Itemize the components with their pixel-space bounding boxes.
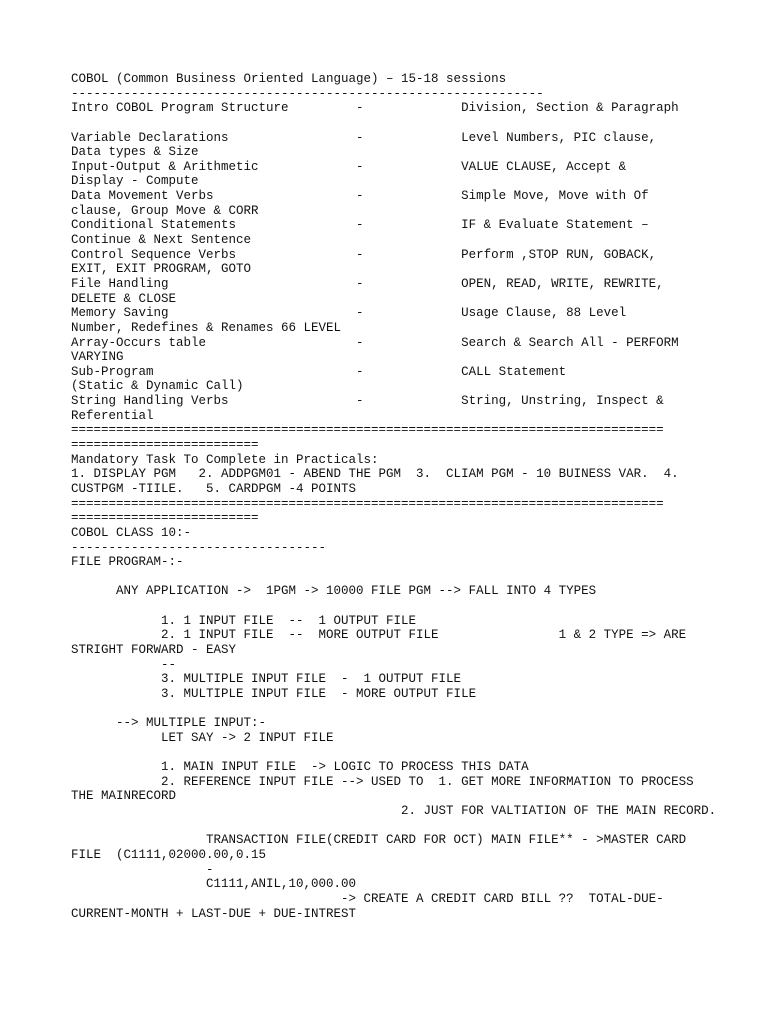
doc-line: 3. MULTIPLE INPUT FILE - 1 OUTPUT FILE (71, 672, 462, 687)
doc-line: COBOL CLASS 10:- (71, 525, 192, 540)
doc-line: Sub-Program - CALL Statement (71, 364, 567, 379)
doc-line: FILE (C1111,02000.00,0.15 (71, 847, 267, 862)
doc-line: - (71, 862, 214, 877)
doc-line: DELETE & CLOSE (71, 291, 177, 306)
doc-line: Data Movement Verbs - Simple Move, Move with Of (71, 189, 649, 204)
doc-line: -- (71, 657, 177, 672)
doc-line: CUSTPGM -TIILE. 5. CARDPGM -4 POINTS (71, 481, 357, 496)
doc-line: 3. MULTIPLE INPUT FILE - MORE OUTPUT FILE (71, 686, 477, 701)
doc-line: Data types & Size (71, 145, 199, 160)
doc-line: Control Sequence Verbs - Perform ,STOP RUN, GOBACK, (71, 247, 657, 262)
doc-line: Display - Compute (71, 174, 199, 189)
doc-line: 2. 1 INPUT FILE -- MORE OUTPUT FILE 1 & 2 TYPE => ARE (71, 628, 687, 643)
doc-line: CURRENT-MONTH + LAST-DUE + DUE-INTREST (71, 906, 357, 921)
doc-line: Array-Occurs table - Search & Search All - PERFORM (71, 335, 679, 350)
doc-line: COBOL (Common Business Oriented Language) – 15-18 sessions (71, 72, 507, 86)
doc-line: THE MAINRECORD (71, 789, 177, 804)
doc-line: ANY APPLICATION -> 1PGM -> 10000 FILE PGM --> FALL INTO 4 TYPES (71, 584, 597, 599)
doc-line: 1. DISPLAY PGM 2. ADDPGM01 - ABEND THE PGM 3. CLIAM PGM - 10 BUINESS VAR. 4. (71, 467, 679, 482)
doc-line: Mandatory Task To Complete in Practicals: (71, 452, 379, 467)
doc-line: clause, Group Move & CORR (71, 203, 259, 218)
doc-line: Memory Saving - Usage Clause, 88 Level (71, 306, 627, 321)
doc-line: Referential (71, 408, 154, 423)
doc-line: ========================= (71, 438, 259, 453)
document-body (71, 72, 761, 921)
doc-line: Number, Redefines & Renames 66 LEVEL (71, 320, 342, 335)
doc-line (71, 570, 761, 585)
doc-line: TRANSACTION FILE(CREDIT CARD FOR OCT) MAIN FILE** - >MASTER CARD (71, 833, 687, 848)
doc-line: =============================================================================== (71, 496, 664, 511)
doc-line: ========================= (71, 511, 259, 526)
doc-line: --------------------------------------------------------------- (71, 86, 544, 101)
doc-line: STRIGHT FORWARD - EASY (71, 642, 237, 657)
doc-line: VARYING (71, 350, 124, 365)
doc-line: String Handling Verbs - String, Unstring, Inspect & (71, 394, 664, 409)
doc-line: -> CREATE A CREDIT CARD BILL ?? TOTAL-DUE- (71, 891, 664, 906)
doc-line: Intro COBOL Program Structure - Division, Section & Paragraph (71, 101, 679, 116)
doc-line (71, 599, 761, 614)
doc-line: Input-Output & Arithmetic - VALUE CLAUSE, Accept & (71, 159, 627, 174)
doc-line: 2. JUST FOR VALTIATION OF THE MAIN RECORD. (71, 804, 717, 819)
doc-line: C1111,ANIL,10,000.00 (71, 877, 357, 892)
doc-line: ---------------------------------- (71, 540, 327, 555)
doc-line: Conditional Statements - IF & Evaluate Statement – (71, 218, 649, 233)
doc-line: Variable Declarations - Level Numbers, PIC clause, (71, 130, 657, 145)
doc-line: 1. MAIN INPUT FILE -> LOGIC TO PROCESS THIS DATA (71, 760, 529, 775)
doc-line: File Handling - OPEN, READ, WRITE, REWRITE, (71, 276, 664, 291)
doc-line: 1. 1 INPUT FILE -- 1 OUTPUT FILE (71, 613, 417, 628)
doc-line (71, 745, 761, 760)
doc-line: --> MULTIPLE INPUT:- (71, 716, 267, 731)
doc-line (71, 702, 761, 717)
doc-line: =============================================================================== (71, 423, 664, 438)
doc-line: LET SAY -> 2 INPUT FILE (71, 730, 334, 745)
doc-line (71, 819, 761, 834)
doc-line: Continue & Next Sentence (71, 233, 252, 248)
doc-line: FILE PROGRAM-:- (71, 555, 184, 570)
doc-line: EXIT, EXIT PROGRAM, GOTO (71, 262, 252, 277)
doc-line (71, 116, 761, 131)
doc-line: 2. REFERENCE INPUT FILE --> USED TO 1. GET MORE INFORMATION TO PROCESS (71, 774, 694, 789)
doc-line: (Static & Dynamic Call) (71, 379, 244, 394)
